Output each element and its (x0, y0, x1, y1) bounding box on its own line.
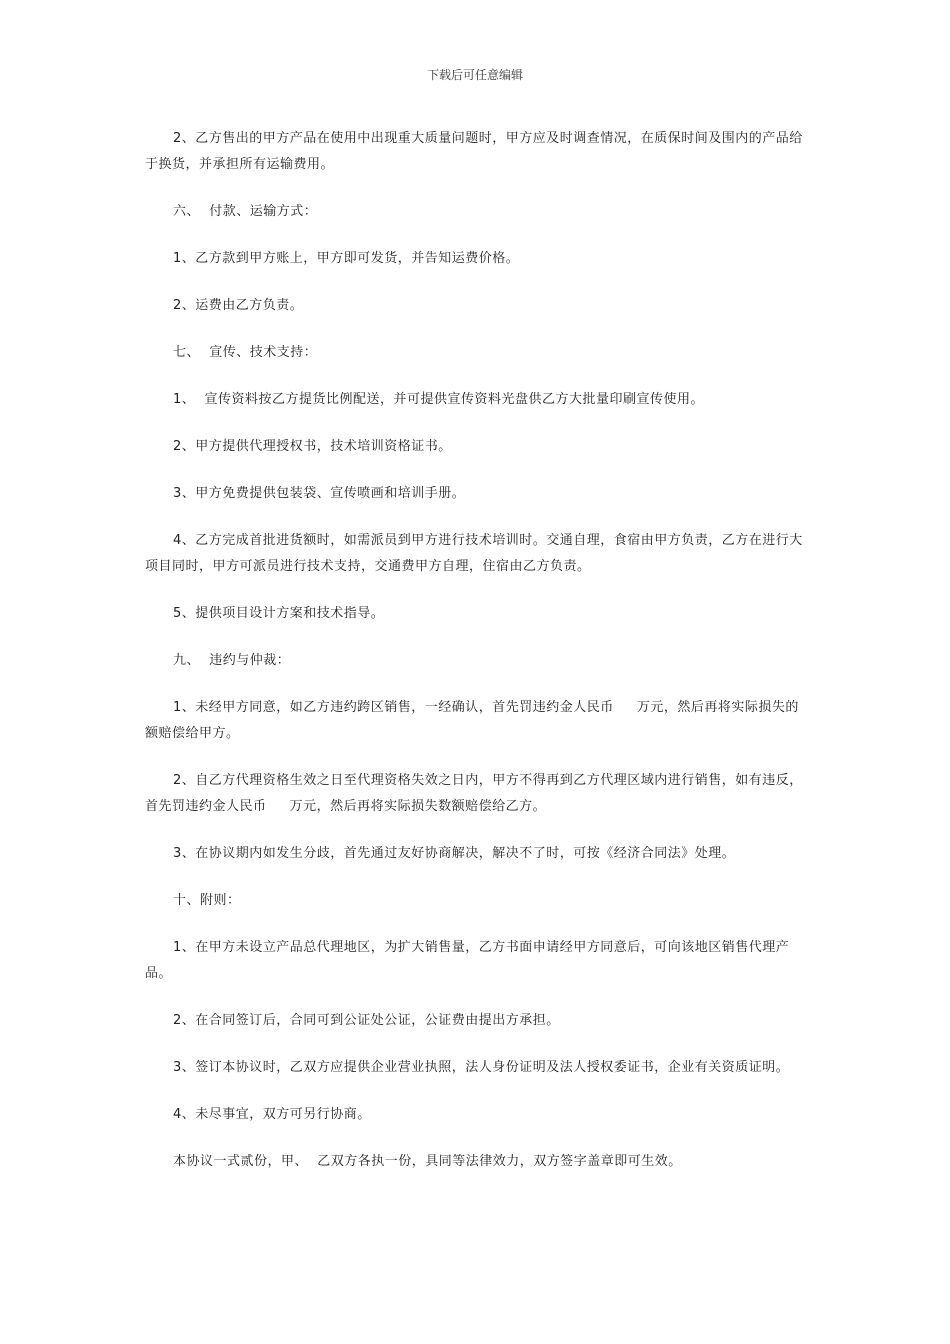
paragraph: 2、运费由乙方负责。 (173, 298, 304, 313)
paragraph: 2、自乙方代理资格生效之日至代理资格失效之日内，甲方不得再到乙方代理区域内进行销售，如有违反，首先罚违约金人民币 万元，然后再将实际损失数额赔偿给乙方。 (145, 773, 803, 814)
paragraph: 3、签订本协议时，乙双方应提供企业营业执照，法人身份证明及法人授权委证书，企业有关资质证明。 (173, 1060, 790, 1075)
closing-paragraph: 本协议一式贰份，甲、 乙双方各执一份，具同等法律效力，双方签字盖章即可生效。 (173, 1154, 682, 1169)
section-heading: 七、 宣传、技术支持： (173, 345, 318, 360)
paragraph: 1、未经甲方同意，如乙方违约跨区销售，一经确认，首先罚违约金人民币 万元，然后再将实际损失的额赔偿给甲方。 (145, 700, 799, 741)
paragraph: 1、 宣传资料按乙方提货比例配送，并可提供宣传资料光盘供乙方大批量印刷宣传使用。 (173, 392, 705, 407)
section-heading: 六、 付款、运输方式： (173, 204, 318, 219)
document-body (145, 126, 810, 1196)
section-heading: 十、附则： (173, 893, 241, 908)
paragraph: 4、未尽事宜，双方可另行协商。 (173, 1107, 371, 1122)
paragraph: 4、乙方完成首批进货额时，如需派员到甲方进行技术培训时。交通自理，食宿由甲方负责，乙方在进行大项目同时，甲方可派员进行技术支持，交通费甲方自理，住宿由乙方负责。 (145, 533, 803, 574)
header-note: 下载后可任意编辑 (426, 68, 523, 82)
paragraph: 1、在甲方未设立产品总代理地区，为扩大销售量，乙方书面申请经甲方同意后，可向该地区销售代理产品。 (145, 940, 790, 981)
paragraph: 2、乙方售出的甲方产品在使用中出现重大质量问题时，甲方应及时调查情况，在质保时间及围内的产品给于换货，并承担所有运输费用。 (145, 131, 803, 172)
paragraph: 2、甲方提供代理授权书，技术培训资格证书。 (173, 439, 452, 454)
paragraph: 3、在协议期内如发生分歧，首先通过友好协商解决，解决不了时，可按《经济合同法》处理。 (173, 846, 736, 861)
paragraph: 2、在合同签订后，合同可到公证处公证，公证费由提出方承担。 (173, 1013, 560, 1028)
paragraph: 3、甲方免费提供包装袋、宣传喷画和培训手册。 (173, 486, 466, 501)
paragraph: 5、提供项目设计方案和技术指导。 (173, 606, 385, 621)
paragraph: 1、乙方款到甲方账上，甲方即可发货，并告知运费价格。 (173, 251, 520, 266)
section-heading: 九、 违约与仲裁： (173, 653, 291, 668)
